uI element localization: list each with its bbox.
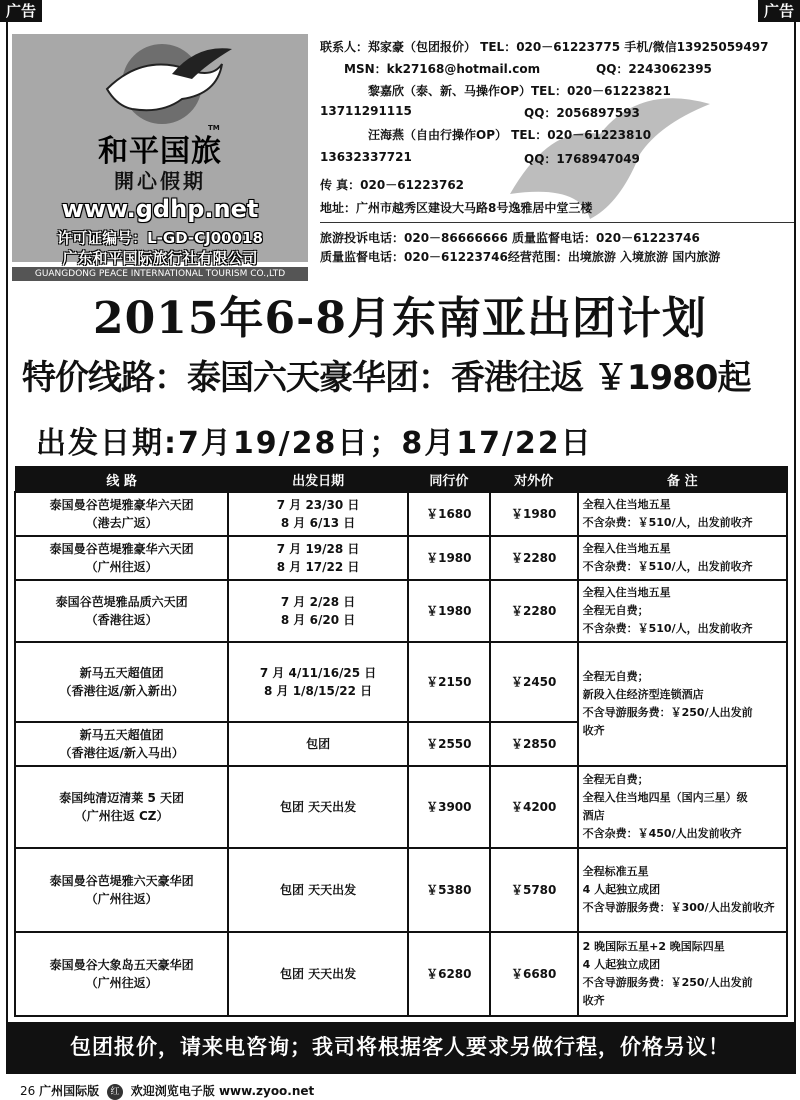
special-route: 特价线路：泰国六天豪华团：香港往返 ￥1980起: [22, 358, 751, 398]
route-cell: 泰国谷芭堤雅品质六天团 （香港往返）: [15, 580, 228, 642]
route-cell: 新马五天超值团 （香港往返/新入新出）: [15, 642, 228, 722]
table-row: [15, 766, 787, 848]
header-retail-price: 对外价: [490, 467, 578, 493]
trade-price: ￥3900: [408, 766, 490, 848]
trademark-mark: TM: [208, 124, 220, 132]
retail-price: ￥2450: [490, 642, 578, 722]
contact-line-5: 汪海燕（自由行操作OP） TEL：020－61223810: [368, 128, 652, 142]
contact-address: 地址：广州市越秀区建设大马路8号逸雅居中堂三楼: [320, 201, 593, 215]
section-badge-icon: 红: [107, 1084, 123, 1100]
dates-cell: 7 月 2/28 日 8 月 6/20 日: [228, 580, 408, 642]
route-cell: 新马五天超值团 （香港往返/新入马出）: [15, 722, 228, 766]
table-row: [15, 536, 787, 580]
section-name: 广州国际版: [39, 1084, 100, 1098]
retail-price: ￥4200: [490, 766, 578, 848]
brand-logo-block: [12, 34, 308, 279]
contact-complaint: 旅游投诉电话：020－86666666 质量监督电话：020－61223746: [320, 231, 700, 245]
notes-cell: 全程无自费； 新段入住经济型连锁酒店 不含导游服务费：￥250/人出发前 收齐: [578, 642, 787, 766]
contact-qq-3: QQ：1768947049: [524, 152, 640, 166]
notes-cell: 全程入住当地五星 不含杂费：￥510/人，出发前收齐: [578, 536, 787, 580]
retail-price: ￥1980: [490, 492, 578, 536]
dates-cell: 包团: [228, 722, 408, 766]
dates-cell: 7 月 23/30 日 8 月 6/13 日: [228, 492, 408, 536]
contact-fax: 传 真：020－61223762: [320, 178, 465, 192]
brand-website[interactable]: www.gdhp.net: [61, 195, 259, 223]
trade-price: ￥6280: [408, 932, 490, 1016]
dates-cell: 包团 天天出发: [228, 932, 408, 1016]
headline: 2015年6-8月东南亚出团计划: [93, 293, 707, 344]
table-row: [15, 580, 787, 642]
top-bar: [0, 0, 800, 22]
dates-cell: 7 月 19/28 日 8 月 17/22 日: [228, 536, 408, 580]
table-header: [15, 467, 787, 493]
contact-phone-2: 13711291115: [320, 104, 412, 118]
tour-table: [14, 466, 788, 1017]
bottom-line: [20, 1082, 314, 1100]
ad-label-left: 广告: [0, 0, 42, 22]
company-name: 广东和平国际旅行社有限公司: [62, 249, 258, 267]
route-cell: 泰国曼谷大象岛五天豪华团 （广州往返）: [15, 932, 228, 1016]
contact-block: [320, 34, 794, 264]
site-text[interactable]: 欢迎浏览电子版 www.zyoo.net: [130, 1084, 315, 1098]
retail-price: ￥2280: [490, 580, 578, 642]
dates-cell: 包团 天天出发: [228, 766, 408, 848]
trade-price: ￥2150: [408, 642, 490, 722]
contact-qq-1: QQ：2243062395: [596, 62, 712, 76]
retail-price: ￥5780: [490, 848, 578, 932]
table-row: [15, 848, 787, 932]
contact-qq-2: QQ：2056897593: [524, 106, 640, 120]
notes-cell: 全程入住当地五星 不含杂费：￥510/人，出发前收齐: [578, 492, 787, 536]
table-row: [15, 932, 787, 1016]
dates-cell: 7 月 4/11/16/25 日 8 月 1/8/15/22 日: [228, 642, 408, 722]
contact-line-1: 联系人：郑家豪（包团报价） TEL：020－61223775 手机/微信13925059497: [320, 40, 769, 54]
notes-cell: 全程无自费； 全程入住当地四星（国内三星）级 酒店 不含杂费：￥450/人出发前收齐: [578, 766, 787, 848]
brand-name: 和平国旅: [98, 134, 222, 169]
page-number: 26: [20, 1084, 36, 1098]
retail-price: ￥6680: [490, 932, 578, 1016]
trade-price: ￥1980: [408, 580, 490, 642]
notes-cell: 全程入住当地五星 全程无自费； 不含杂费：￥510/人，出发前收齐: [578, 580, 787, 642]
route-cell: 泰国纯清迈清莱 5 天团 （广州往返 CZ）: [15, 766, 228, 848]
dates-cell: 包团 天天出发: [228, 848, 408, 932]
header-notes: 备 注: [578, 467, 787, 493]
contact-msn: MSN：kk27168@hotmail.com: [344, 62, 541, 76]
notes-cell: 2 晚国际五星+2 晚国际四星 4 人起独立成团 不含导游服务费：￥250/人出发前 收齐: [578, 932, 787, 1016]
retail-price: ￥2280: [490, 536, 578, 580]
ad-label-right: 广告: [758, 0, 800, 22]
notes-cell: 全程标准五星 4 人起独立成团 不含导游服务费：￥300/人出发前收齐: [578, 848, 787, 932]
table-row: [15, 492, 787, 536]
trade-price: ￥5380: [408, 848, 490, 932]
retail-price: ￥2850: [490, 722, 578, 766]
footer-banner: 包团报价，请来电咨询；我司将根据客人要求另做行程，价格另议！: [6, 1022, 794, 1072]
header-trade-price: 同行价: [408, 467, 490, 493]
license-number: 许可证编号：L-GD-CJ00018: [57, 229, 263, 247]
contact-line-3: 黎嘉欣（泰、新、马操作OP）TEL：020－61223821: [368, 84, 671, 98]
contact-scope: 质量监督电话：020－61223746经营范围：出境旅游 入境旅游 国内旅游: [320, 250, 721, 264]
route-cell: 泰国曼谷芭堤雅豪华六天团 （广州往返）: [15, 536, 228, 580]
table-row: [15, 642, 787, 722]
route-cell: 泰国曼谷芭堤雅六天豪华团 （广州往返）: [15, 848, 228, 932]
contact-divider: [320, 222, 794, 223]
company-name-en: GUANGDONG PEACE INTERNATIONAL TOURISM CO.,LTD: [12, 267, 308, 281]
route-cell: 泰国曼谷芭堤雅豪华六天团 （港去广返）: [15, 492, 228, 536]
brand-slogan: 開心假期: [114, 169, 206, 193]
contact-phone-3: 13632337721: [320, 150, 412, 164]
trade-price: ￥1980: [408, 536, 490, 580]
header-route: 线 路: [15, 467, 228, 493]
departure-dates: 出发日期:7月19/28日；8月17/22日: [36, 426, 593, 461]
trade-price: ￥1680: [408, 492, 490, 536]
header-dates: 出发日期: [228, 467, 408, 493]
trade-price: ￥2550: [408, 722, 490, 766]
